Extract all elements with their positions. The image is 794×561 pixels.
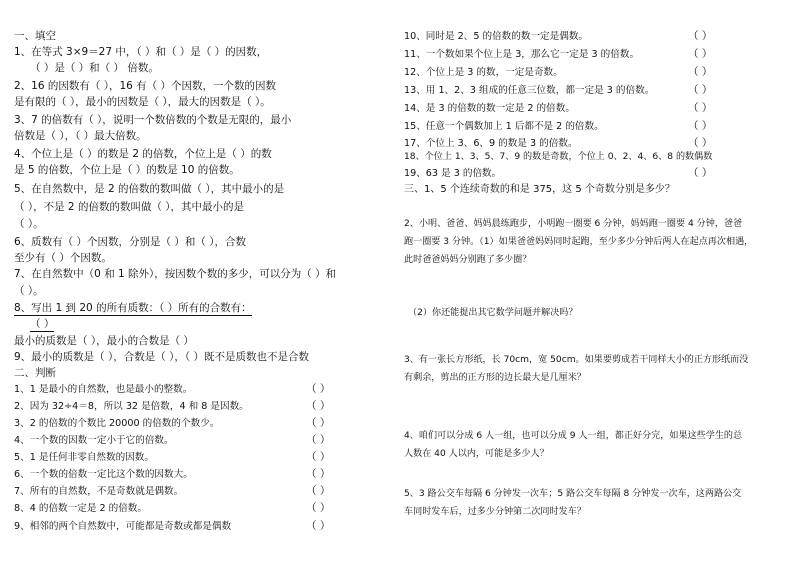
judge-question: 12、个位上是 3 的数，一定是奇数。 (404, 67, 563, 78)
answer-paren[interactable]: （ ） (688, 66, 713, 78)
judge-question: 3、2 的倍数的个数比 20000 的倍数的个数少。 (14, 418, 220, 429)
fill-line: 4、个位上是（ ）的数是 2 的倍数，个位上是（ ）的数 (14, 148, 272, 160)
answer-paren[interactable]: （ ） (688, 30, 713, 42)
answer-paren[interactable]: （ ） (306, 383, 331, 395)
answer-paren[interactable]: （ ） (688, 48, 713, 60)
fill-line: 最小的质数是（ ），最小的合数是（ ） (14, 335, 194, 347)
word-problem-2-sub: （2）你还能提出其它数学问题并解决吗？ (408, 308, 578, 318)
answer-paren[interactable]: （ ） (688, 120, 713, 132)
fill-line: （ ），不是 2 的倍数的数叫做（ ），其中最小的是 (14, 201, 245, 213)
judge-question: 14、是 3 的倍数的数一定是 2 的倍数。 (404, 103, 575, 114)
fill-line: （ ）是（ ）和（ ） 倍数。 (30, 62, 159, 74)
word-problem-2: 跑一圈要 3 分钟。（1）如果爸爸妈妈同时起跑，至少多少分钟后两人在起点再次相遇， (404, 237, 754, 247)
judge-question: 11、一个数如果个位上是 3，那么它一定是 3 的倍数。 (404, 49, 640, 60)
answer-paren[interactable]: （ ） (306, 451, 331, 463)
judge-question: 19、63 是 3 的倍数。 (404, 168, 502, 179)
fill-line: 6、质数有（ ）个因数，分别是（ ）和（ ），合数 (14, 236, 246, 248)
fill-line: 是 5 的倍数，个位上是（ ）的数是 10 的倍数。 (14, 164, 240, 176)
judge-question: 2、因为 32÷4＝8，所以 32 是倍数，4 和 8 是因数。 (14, 401, 249, 412)
word-problem-2: 此时爸爸妈妈分别跑了多少圈？ (404, 255, 532, 265)
judge-question: 6、一个数的倍数一定比这个数的因数大。 (14, 469, 193, 480)
answer-paren[interactable]: （ ） (306, 520, 331, 532)
word-problem-3: 3、有一张长方形纸，长 70cm，宽 50cm。如果要剪成若干同样大小的正方形纸而没 (404, 355, 749, 365)
judge-question: 10、同时是 2、5 的倍数的数一定是偶数。 (404, 31, 589, 42)
judge-question: 18、个位上 1、3、5、7、9 的数是奇数，个位上 0、2、4、6、8 的数偶数 (404, 152, 713, 162)
judge-question: 8、4 的倍数一定是 2 的倍数。 (14, 503, 147, 514)
answer-paren[interactable]: （ ） (688, 84, 713, 96)
judge-question: 7、所有的自然数，不是奇数就是偶数。 (14, 486, 184, 497)
answer-paren[interactable]: （ ） (306, 400, 331, 412)
answer-paren[interactable]: （ ） (306, 502, 331, 514)
word-problem-5: 车同时发车后，过多少分钟第二次同时发车？ (404, 507, 586, 517)
fill-line: 9、最小的质数是（ ），合数是（ ），（ ）既不是质数也不是合数 (14, 351, 309, 363)
word-problem-5: 5、3 路公交车每隔 6 分钟发一次车；5 路公交车每隔 8 分钟发一次车，这两路公交 (404, 489, 742, 499)
answer-paren[interactable]: （ ） (306, 434, 331, 446)
judge-question: 9、相邻的两个自然数中，可能都是奇数或都是偶数 (14, 521, 232, 532)
judge-question: 4、一个数的因数一定小于它的倍数。 (14, 435, 174, 446)
fill-line: 至少有（ ）个因数。 (14, 252, 112, 264)
fill-line: 7、在自然数中（0 和 1 除外），按因数个数的多少，可以分为（ ）和 (14, 268, 337, 280)
judge-question: 5、1 是任何非零自然数的因数。 (14, 452, 154, 463)
answer-paren[interactable]: （ ） (306, 417, 331, 429)
word-problem-2: 2、小明、爸爸、妈妈晨练跑步，小明跑一圈要 6 分钟，妈妈跑一圈要 4 分钟，爸爸 (404, 219, 743, 229)
fill-line: （ ） (30, 318, 55, 330)
fill-line: 倍数是（ ），（ ）最大倍数。 (14, 130, 147, 142)
section-judge-title: 二、判断 (14, 367, 56, 379)
fill-line: （ ）。 (14, 218, 44, 230)
judge-question: 15、任意一个偶数加上 1 后都不是 2 的倍数。 (404, 121, 604, 132)
answer-paren[interactable]: （ ） (688, 102, 713, 114)
answer-paren[interactable]: （ ） (306, 468, 331, 480)
answer-paren[interactable]: （ ） (688, 167, 713, 179)
fill-line: 3、7 的倍数有（ ），说明一个数倍数的个数是无限的，最小 (14, 114, 292, 126)
word-problem-3: 有剩余，剪出的正方形的边长最大是几厘米？ (404, 373, 586, 383)
fill-line: 是有限的（ ），最小的因数是（ ），最大的因数是（ ）。 (14, 96, 271, 108)
judge-question: 1、1 是最小的自然数，也是最小的整数。 (14, 384, 193, 395)
judge-question: 13、用 1、2、3 组成的任意三位数，都一定是 3 的倍数。 (404, 85, 655, 96)
word-problem-1: 三、1、5 个连续奇数的和是 375，这 5 个奇数分别是多少？ (404, 184, 675, 195)
judge-question: 17、个位上 3、6、9 的数是 3 的倍数。 (404, 138, 578, 149)
word-problem-4: 人数在 40 人以内，可能是多少人？ (404, 449, 549, 459)
section-fill-title: 一、填空 (14, 30, 56, 42)
word-problem-4: 4、咱们可以分成 6 人一组，也可以分成 9 人一组，都正好分完，如果这些学生的总 (404, 431, 743, 441)
answer-paren[interactable]: （ ） (306, 485, 331, 497)
fill-line: 2、16 的因数有（ ），16 有（ ）个因数，一个数的因数 (14, 80, 277, 92)
fill-line: 8、写出 1 到 20 的所有质数：（ ）所有的合数有： (14, 302, 252, 314)
fill-line: 5、在自然数中，是 2 的倍数的数叫做（ ），其中最小的是 (14, 183, 285, 195)
fill-line: 1、在等式 3×9＝27 中，（ ）和（ ）是（ ）的因数， (14, 46, 268, 58)
fill-line: （ ）。 (14, 285, 44, 297)
answer-paren[interactable]: （ ） (688, 137, 713, 149)
